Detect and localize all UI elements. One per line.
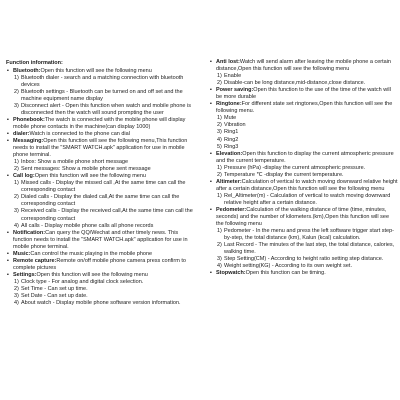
menu-item-number: 3): [217, 256, 222, 263]
section-text: Open this function to the use of the time of the watch will be more durable: [216, 87, 391, 101]
menu-item: [6, 159, 196, 166]
section-title: Ringtone:: [216, 101, 242, 108]
bullet-icon: ▪: [210, 270, 212, 277]
function-section: [209, 151, 398, 165]
menu-item-text: Ring3: [224, 143, 239, 150]
menu-item-text: Mute: [224, 115, 237, 122]
menu-item-text: Step Setting(CM) - According to height ratio setting step distance.: [224, 256, 384, 263]
section-text: Watch is connected to the phone can dial: [29, 130, 130, 137]
menu-item-number: 2): [217, 122, 222, 129]
bullet-icon: ▪: [7, 173, 9, 180]
menu-item-number: 4): [217, 136, 222, 143]
menu-item-number: 4): [14, 222, 19, 229]
menu-item-text: Pressure (hPa) -display the current atmospheric pressure.: [224, 164, 366, 171]
menu-item-text: Received calls - Display the received call,At the same time can call the corresponding contact: [21, 208, 193, 222]
bullet-icon: ▪: [7, 130, 9, 137]
section-text: Open this function will see the following menu: [36, 271, 148, 278]
section-text: Calculation of the walking distance of time (time, minutes, seconds) and the number of kilometers.(km),Open this function will see the following menu: [216, 206, 390, 228]
section-text: Open this function will see the following menu,This function needs to install the "SMART WATCH.apk" application for use in mobile phone terminal.: [13, 138, 188, 159]
bullet-icon: ▪: [7, 271, 9, 278]
menu-item: [6, 208, 196, 222]
function-section: [209, 270, 398, 277]
menu-item: [209, 172, 398, 179]
bullet-icon: ▪: [210, 101, 212, 108]
menu-item-number: 3): [14, 102, 19, 109]
menu-item: [209, 228, 398, 242]
section-title: Call log:: [13, 173, 35, 180]
bullet-icon: ▪: [210, 59, 212, 65]
menu-item-text: Enable: [224, 73, 242, 80]
function-section: [6, 251, 196, 258]
menu-item-text: Ring1: [224, 129, 239, 136]
menu-item-text: Inbox: Show a mobile phone short message: [21, 159, 129, 166]
menu-item-text: Pedometer - In the menu and press the left software trigger start step-by-step, the total distance (km), Kalun (kcal) calculation.: [224, 228, 394, 242]
bullet-icon: ▪: [7, 257, 9, 264]
menu-item: [6, 293, 196, 300]
menu-item-text: Disable-can be long distance,mid-distance,close distance.: [224, 80, 366, 87]
section-title: Anti lost:: [216, 59, 240, 65]
section-title: Remote capture:: [13, 257, 57, 264]
section-text: Watch will send alarm after leaving the mobile phone a certain distance,Open this function will see the following menu: [216, 59, 391, 73]
menu-item-text: Missed calls - Display the missed call ,At the same time can call the corresponding contact: [21, 180, 186, 194]
menu-item: [209, 263, 398, 270]
menu-item: [6, 286, 196, 293]
section-text: Open this function will see the following menu: [40, 67, 152, 74]
section-text: Calculation of vertical to watch moving downward relative height after a certain distance,Open this function will see the following menu: [216, 178, 398, 192]
menu-item: [6, 89, 196, 103]
menu-item-number: 4): [217, 263, 222, 270]
menu-item-number: 2): [217, 171, 222, 178]
section-title: Phonebook:: [13, 116, 45, 123]
menu-item-text: Disconnect alert - Open this function when watch and mobile phone is disconnected then the watch will sound prompting the user: [21, 102, 191, 116]
function-section: [209, 179, 398, 193]
menu-item-number: 5): [217, 143, 222, 150]
section-text: Open this function can be timing.: [245, 270, 326, 277]
menu-item-text: Ring2: [224, 136, 239, 143]
menu-item-number: 1): [217, 73, 222, 80]
section-title: Elevation:: [216, 150, 243, 157]
function-section: [6, 272, 196, 279]
section-title: Notification:: [13, 229, 46, 236]
section-text: Can control the music playing in the mobile phone: [30, 250, 153, 257]
section-title: dialer:: [13, 130, 30, 137]
bullet-icon: ▪: [7, 116, 9, 123]
menu-item-text: Clock type - For analog and digital clock selection.: [21, 278, 144, 285]
menu-item: [209, 122, 398, 129]
function-section: [6, 117, 196, 131]
menu-item: [6, 194, 196, 208]
menu-item: [209, 115, 398, 122]
menu-item: [209, 73, 398, 80]
menu-item: [6, 223, 196, 230]
function-section: [209, 59, 398, 73]
bullet-icon: ▪: [210, 87, 212, 94]
bullet-icon: ▪: [7, 67, 9, 74]
menu-item-number: 2): [14, 88, 19, 95]
section-title: Stopwatch:: [216, 270, 246, 277]
section-title: Messaging:: [13, 138, 44, 145]
right-column: [209, 59, 398, 277]
menu-item-number: 3): [14, 293, 19, 300]
menu-item-number: 2): [14, 194, 19, 201]
page-heading: Function information:: [6, 60, 63, 66]
menu-item: [209, 193, 398, 207]
menu-item-number: 2): [217, 242, 222, 249]
menu-item-number: 1): [217, 192, 222, 199]
menu-item-text: Sent messages: Show a mobile phone sent message: [21, 166, 151, 173]
menu-item: [209, 165, 398, 172]
menu-item-number: 3): [14, 208, 19, 215]
menu-item: [6, 300, 196, 307]
menu-item-number: 4): [14, 300, 19, 307]
menu-item-text: About watch - Display mobile phone software version information.: [21, 300, 181, 307]
menu-item-text: Set Time - Can set up time.: [21, 286, 88, 292]
bullet-icon: ▪: [7, 138, 9, 145]
menu-item: [6, 279, 196, 286]
menu-item: [209, 137, 398, 144]
section-title: Music:: [13, 250, 31, 257]
section-title: Power saving:: [216, 87, 254, 94]
menu-item-text: All calls - Display mobile phone calls all phone records: [21, 222, 154, 229]
menu-item: [209, 144, 398, 151]
menu-item-number: 1): [14, 159, 19, 166]
left-section-list: [6, 68, 196, 308]
section-title: Bluetooth:: [13, 67, 41, 74]
menu-item-text: Dialed calls - Display the dialed call,At the same time can call the corresponding contact: [21, 194, 180, 208]
menu-item: [6, 75, 196, 89]
menu-item-number: 1): [217, 115, 222, 122]
menu-item-number: 2): [14, 166, 19, 173]
function-section: [209, 101, 398, 115]
section-text: Remote on/off mobile phone camera press confirm to complete pictures: [13, 257, 186, 271]
menu-item: [209, 242, 398, 256]
section-text: Open this function will see the following menu: [34, 173, 146, 180]
bullet-icon: ▪: [210, 178, 212, 185]
menu-item-number: 1): [14, 74, 19, 81]
menu-item-number: 1): [217, 228, 222, 235]
bullet-icon: ▪: [210, 206, 212, 213]
bullet-icon: ▪: [210, 150, 212, 157]
menu-item-text: Bluetooth settings - Bluetooth can be turned on and off set and the machine equipment name display: [21, 88, 183, 102]
menu-item-number: 1): [14, 180, 19, 187]
menu-item-text: Rel_Altimeter(m) - Calculation of vertical to watch moving downward relative height after a certain distance.: [224, 192, 391, 206]
left-column: [6, 60, 196, 307]
menu-item: [6, 103, 196, 117]
menu-item: [6, 166, 196, 173]
bullet-icon: ▪: [7, 229, 9, 236]
section-text: Open this function to display the current atmospheric pressure and the current temperature.: [216, 150, 394, 164]
menu-item: [209, 256, 398, 263]
function-section: [6, 230, 196, 251]
menu-item-number: 2): [14, 286, 19, 292]
function-section: [6, 258, 196, 272]
menu-item-number: 3): [217, 129, 222, 136]
menu-item-number: 1): [14, 278, 19, 285]
menu-item: [6, 180, 196, 194]
menu-item: [209, 80, 398, 87]
menu-item-text: Weight setting(KG) - According to its own weight set.: [224, 263, 352, 270]
menu-item-text: Last Record - The minutes of the last step, the total distance, calories, walking time.: [224, 242, 395, 256]
menu-item-text: Vibration: [224, 122, 246, 129]
section-text: For different state set ringtones,Open this function will see the following menu.: [216, 101, 393, 115]
function-section: [6, 131, 196, 138]
function-section: [209, 207, 398, 228]
bullet-icon: ▪: [7, 250, 9, 257]
section-text: Can query the QQ/Wechat and other timely news. This function needs to install the "SMART WATCH.apk" application for use in mobile phone terminal.: [13, 229, 188, 250]
menu-item-text: Bluetooth dialer - search and a matching connection with bluetooth devices: [21, 74, 184, 88]
menu-item-number: 1): [217, 164, 222, 171]
menu-item-text: Set Date - Can set up date.: [21, 293, 88, 300]
menu-item-text: Temperature ℃ -display the current temperature.: [224, 171, 344, 178]
section-title: Settings:: [13, 271, 37, 278]
section-title: Altimeter:: [216, 178, 242, 185]
menu-item: [209, 129, 398, 136]
section-title: Pedometer:: [216, 206, 247, 213]
right-section-list: [209, 59, 398, 277]
section-text: The watch is connected with the mobile phone will display mobile phone contacts in the machine(can display 1000): [13, 116, 186, 130]
function-section: [6, 68, 196, 75]
menu-item-number: 2): [217, 80, 222, 87]
function-section: [209, 87, 398, 101]
function-section: [6, 138, 196, 159]
function-section: [6, 173, 196, 180]
